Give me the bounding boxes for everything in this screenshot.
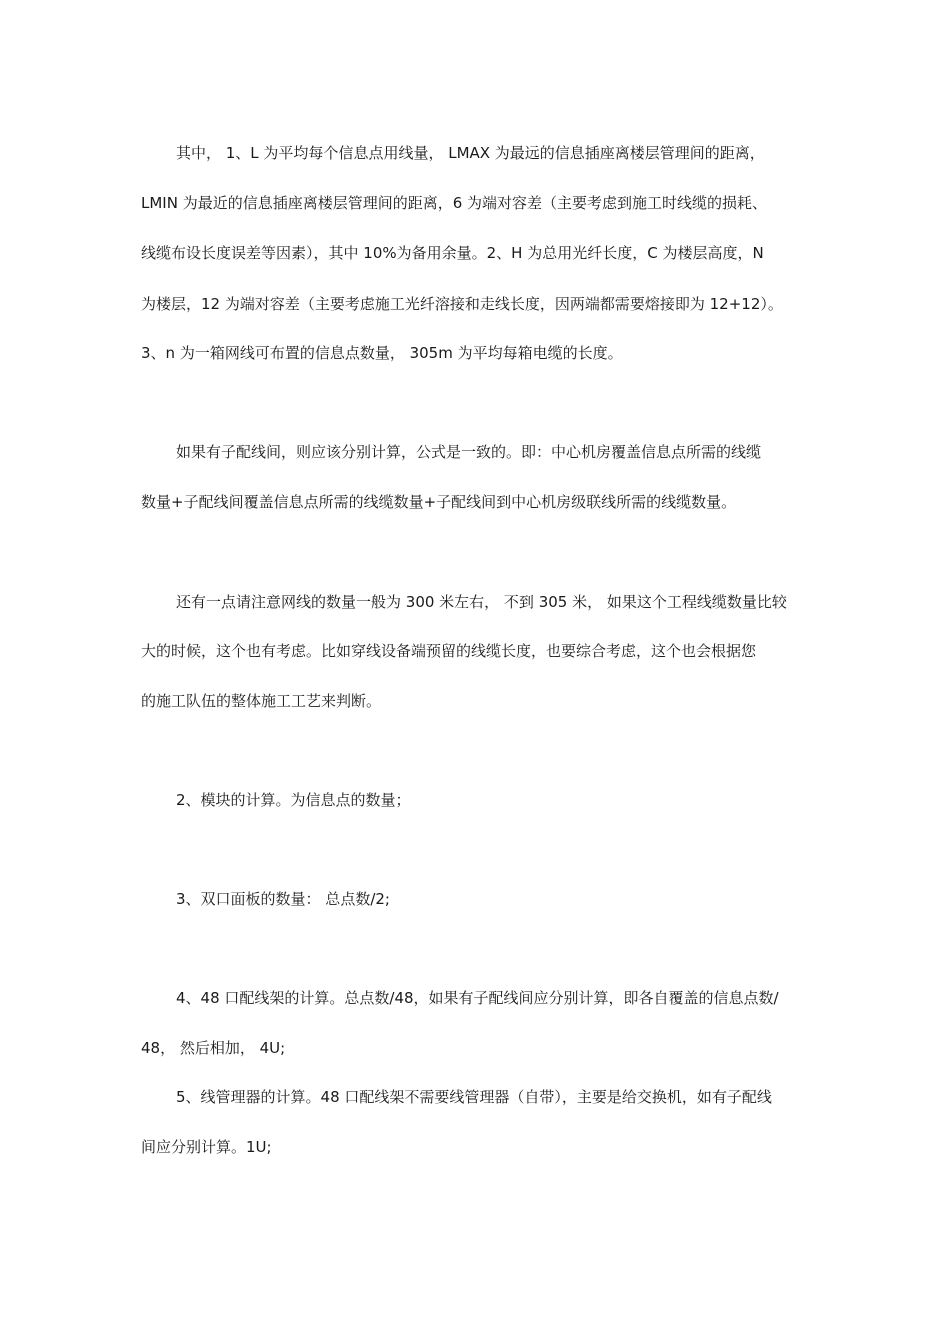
text-line: 4、48 口配线架的计算。总点数/48，如果有子配线间应分别计算，即各自覆盖的信息点数/ <box>176 989 779 1007</box>
text-line: 48， 然后相加， 4U; <box>141 1039 286 1057</box>
text-line: 间应分别计算。1U; <box>141 1138 272 1156</box>
text-line: 线缆布设长度误差等因素），其中 10%为备用余量。2、H 为总用光纤长度，C 为楼层高度，N <box>141 244 764 262</box>
text-line: 为楼层，12 为端对容差（主要考虑施工光纤溶接和走线长度，因两端都需要熔接即为 12+12）。 <box>141 295 783 313</box>
text-line: 3、n 为一箱网线可布置的信息点数量， 305m 为平均每箱电缆的长度。 <box>141 344 623 362</box>
text-line: 5、线管理器的计算。48 口配线架不需要线管理器（自带），主要是给交换机，如有子配线 <box>176 1088 772 1106</box>
text-line: LMIN 为最近的信息插座离楼层管理间的距离，6 为端对容差（主要考虑到施工时线缆的损耗、 <box>141 194 768 212</box>
text-line: 如果有子配线间，则应该分别计算，公式是一致的。即：中心机房覆盖信息点所需的线缆 <box>176 443 762 461</box>
text-line: 其中， 1、L 为平均每个信息点用线量， LMAX 为最远的信息插座离楼层管理间的距离， <box>176 144 765 162</box>
text-line: 还有一点请注意网线的数量一般为 300 米左右， 不到 305 米， 如果这个工程线缆数量比较 <box>176 593 787 611</box>
text-line: 3、双口面板的数量： 总点数/2; <box>176 890 390 908</box>
text-line: 大的时候，这个也有考虑。比如穿线设备端预留的线缆长度，也要综合考虑，这个也会根据您 <box>141 642 757 660</box>
text-line: 2、模块的计算。为信息点的数量； <box>176 791 411 809</box>
text-line: 的施工队伍的整体施工工艺来判断。 <box>141 692 382 710</box>
text-line: 数量+子配线间覆盖信息点所需的线缆数量+子配线间到中心机房级联线所需的线缆数量。 <box>141 493 737 511</box>
